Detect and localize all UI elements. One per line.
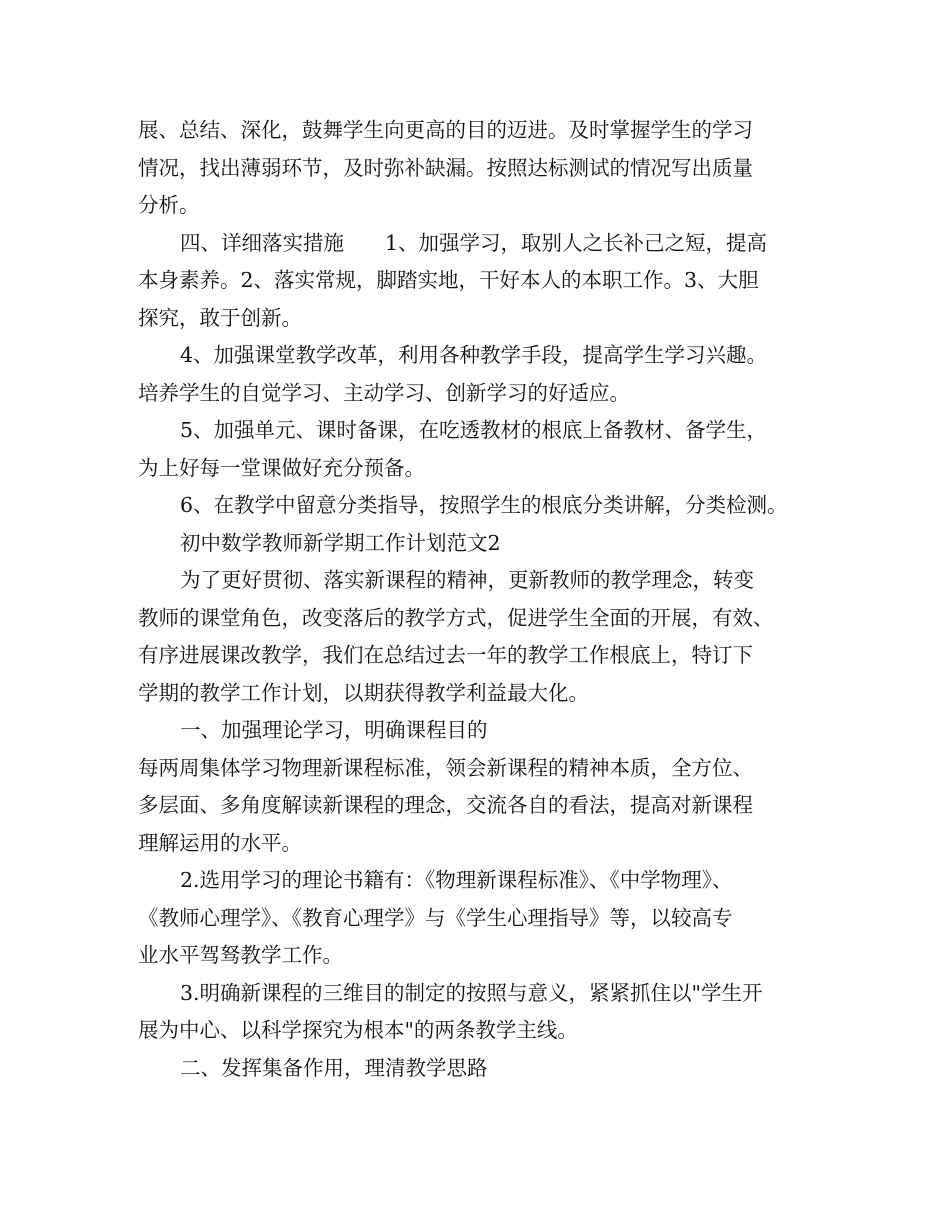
text-line: 为上好每一堂课做好充分预备。 (138, 455, 425, 480)
text-line: 分析。 (138, 193, 200, 217)
text-line: 展为中心、以科学探究为根本"的两条教学主线。 (138, 1018, 578, 1042)
text-line: 4、加强课堂教学改革，利用各种教学手段，提高学生学习兴趣。 (180, 343, 768, 367)
text-line: 学期的教学工作计划，以期获得教学利益最大化。 (138, 680, 589, 705)
text-line: 业水平驾驽教学工作。 (138, 943, 343, 967)
text-line: 本身素养。2、落实常规，脚踏实地，干好本人的本职工作。3、大胆 (138, 268, 759, 292)
text-line: 教师的课堂角色，改变落后的教学方式，促进学生全面的开展，有效、 (138, 605, 774, 630)
text-line: 6、在教学中留意分类指导，按照学生的根底分类讲解，分类检测。 (180, 493, 788, 517)
text-line: 展、总结、深化，鼓舞学生向更高的目的迈进。及时掌握学生的学习 (138, 118, 753, 142)
text-line: 2.选用学习的理论书籍有：《物理新课程标准》、《中学物理》、 (180, 868, 733, 892)
section-heading-line: 二、发挥集备作用，理清教学思路 (180, 1055, 488, 1080)
section-heading-line: 一、加强理论学习，明确课程目的 (180, 718, 488, 742)
section-heading-line: 四、详细落实措施 1、加强学习，取别人之长补己之短，提高 (180, 230, 768, 255)
text-line: 5、加强单元、课时备课，在吃透教材的根底上备教材、备学生， (180, 418, 768, 442)
text-line: 有序进展课改教学，我们在总结过去一年的教学工作根底上，特订下 (138, 643, 753, 667)
document-subtitle: 初中数学教师新学期工作计划范文2 (180, 530, 501, 555)
text-line: 情况，找出薄弱环节，及时弥补缺漏。按照达标测试的情况写出质量 (138, 155, 753, 180)
text-line: 《教师心理学》、《教育心理学》与《学生心理指导》等，以较高专 (138, 905, 733, 930)
text-line: 探究，敢于创新。 (138, 305, 302, 330)
text-line: 培养学生的自觉学习、主动学习、创新学习的好适应。 (138, 380, 630, 405)
document-body (138, 112, 818, 1087)
text-line: 3.明确新课程的三维目的制定的按照与意义，紧紧抓住以"学生开 (180, 980, 763, 1005)
text-line: 多层面、多角度解读新课程的理念，交流各自的看法，提高对新课程 (138, 793, 753, 817)
text-line: 每两周集体学习物理新课程标准，领会新课程的精神本质，全方位、 (138, 755, 753, 780)
text-line: 为了更好贯彻、落实新课程的精神，更新教师的教学理念，转变 (180, 568, 754, 592)
text-line: 理解运用的水平。 (138, 830, 302, 855)
